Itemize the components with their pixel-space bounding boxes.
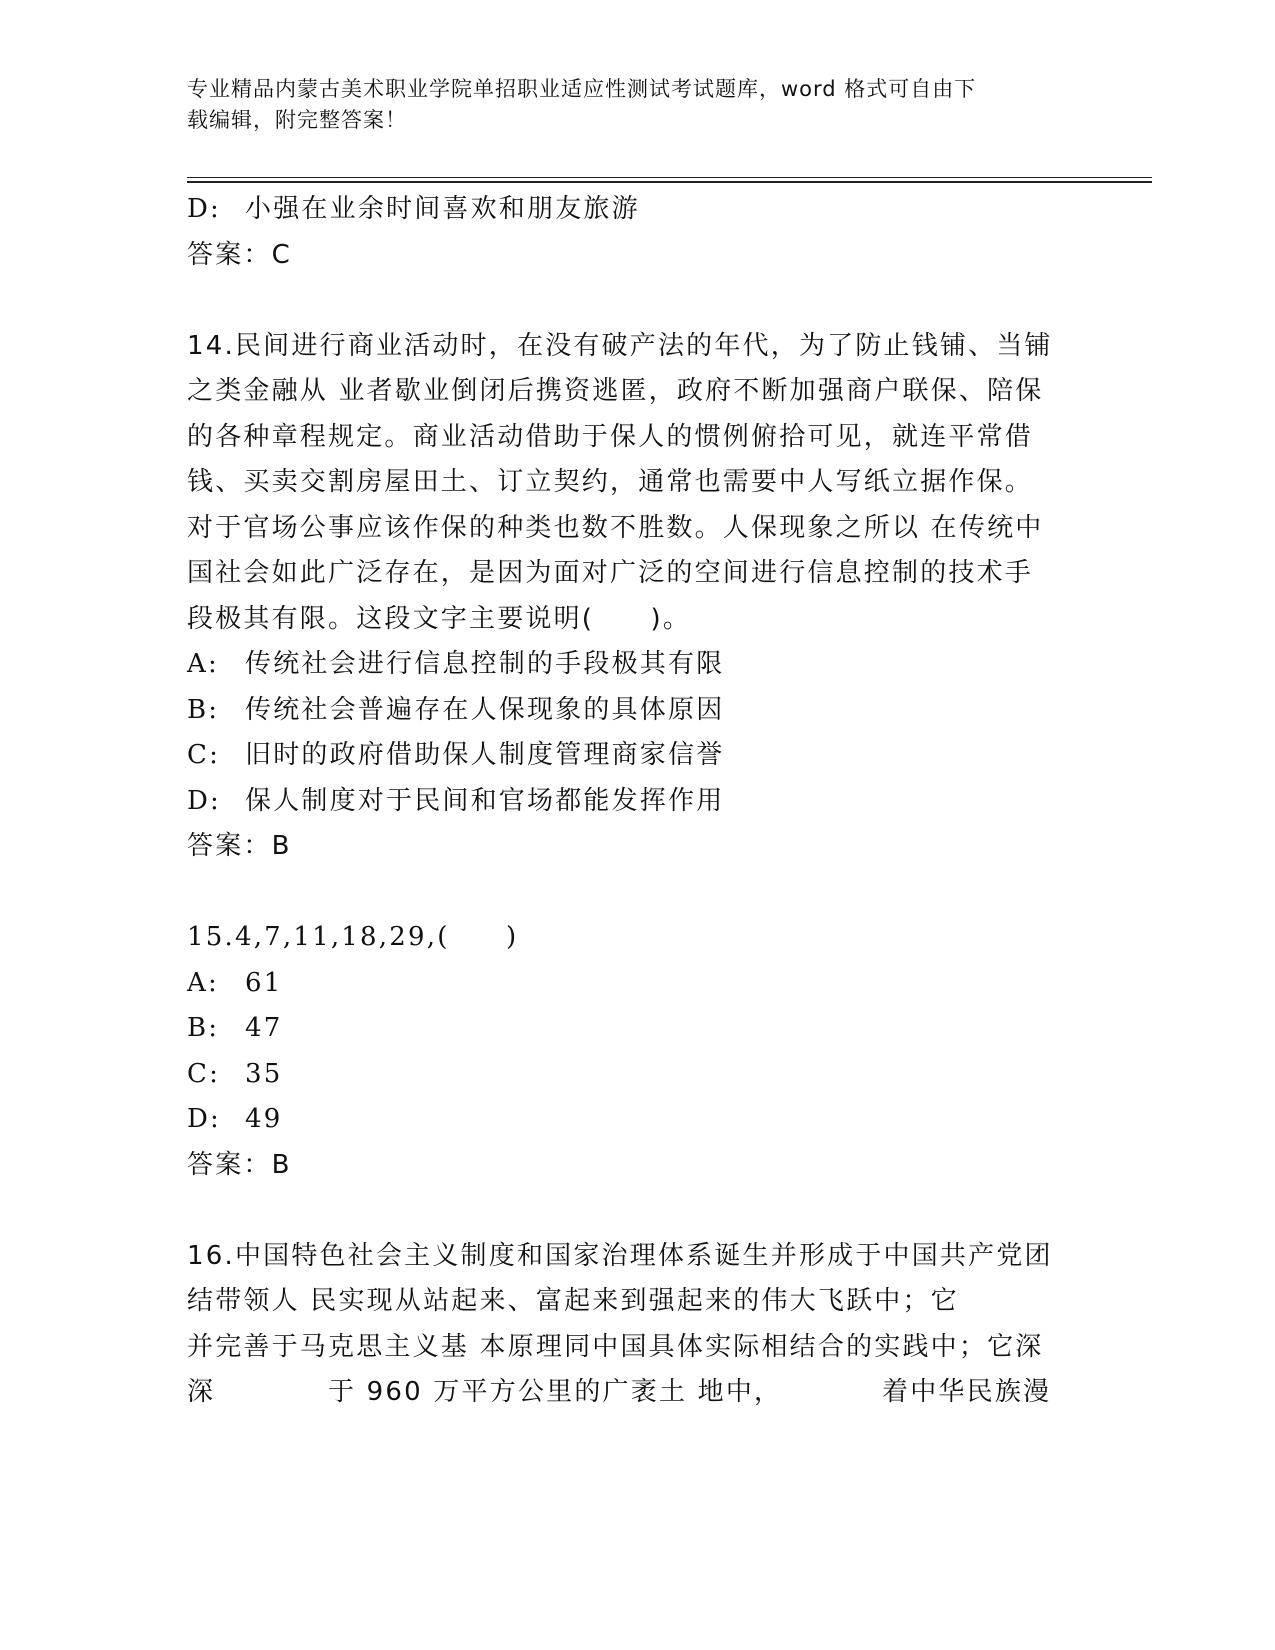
question-line: 的各种章程规定。商业活动借助于保人的惯例俯拾可见，就连平常借 [187, 421, 1034, 452]
spacer [187, 1188, 1067, 1234]
option-text: 传统社会进行信息控制的手段极其有限 [245, 649, 725, 679]
option-key: B: [187, 1013, 220, 1043]
option-b [187, 1006, 1067, 1052]
option-key: A: [187, 649, 219, 679]
header-line-1: 专业精品内蒙古美术职业学院单招职业适应性测试考试题库，word 格式可自由下 [187, 77, 977, 101]
option-key: C: [187, 740, 221, 770]
option-key: D: [187, 785, 222, 816]
question-16 [187, 1234, 1067, 1416]
option-text: 49 [245, 1104, 283, 1134]
option-text: 47 [245, 1013, 283, 1043]
question-line: 之类金融从 业者歇业倒闭后携资逃匿，政府不断加强商户联保、陪保 [187, 376, 1044, 406]
question-line: 结带领人 民实现从站起来、富起来到强起来的伟大飞跃中；它 [187, 1286, 959, 1316]
option-c [187, 733, 1067, 779]
spacer [187, 278, 1067, 324]
option-d [187, 187, 1067, 233]
spacer [187, 870, 1067, 916]
answer-line: 答案：B [187, 831, 292, 861]
option-key: D: [187, 1104, 222, 1134]
option-text: 保人制度对于民间和官场都能发挥作用 [245, 785, 725, 816]
question-15 [187, 915, 1067, 1188]
option-key: D: [187, 194, 222, 224]
question-14 [187, 324, 1067, 870]
option-text: 小强在业余时间喜欢和朋友旅游 [245, 194, 640, 224]
question-line: 16.中国特色社会主义制度和国家治理体系诞生并形成于中国共产党团 [187, 1240, 1053, 1271]
header-rule-thick [187, 181, 1152, 183]
header-rule-thin [187, 177, 1152, 178]
option-text: 61 [245, 967, 283, 998]
answer-line: 答案：C [187, 239, 292, 270]
question-line: 深 于 960 万平方公里的广袤土 地中， 着中华民族漫 [187, 1377, 1052, 1407]
page-header [187, 74, 1067, 136]
question-line: 钱、买卖交割房屋田土、订立契约，通常也需要中人写纸立据作保。 [187, 467, 1034, 497]
question-line: 14.民间进行商业活动时，在没有破产法的年代，为了防止钱铺、当铺 [187, 330, 1053, 361]
question-line: 对于官场公事应该作保的种类也数不胜数。人保现象之所以 在传统中 [187, 512, 1044, 543]
question-line: 15.4,7,11,18,29,( ) [187, 922, 519, 952]
question-line: 段极其有限。这段文字主要说明( )。 [187, 603, 692, 634]
option-d [187, 1097, 1067, 1143]
option-key: C: [187, 1058, 221, 1089]
option-d [187, 779, 1067, 825]
option-a [187, 961, 1067, 1007]
option-key: A: [187, 967, 219, 998]
option-text: 旧时的政府借助保人制度管理商家信誉 [245, 740, 725, 770]
question-line: 并完善于马克思主义基 本原理同中国具体实际相结合的实践中；它深 [187, 1331, 1044, 1362]
option-c [187, 1052, 1067, 1098]
header-line-2: 载编辑，附完整答案！ [187, 108, 407, 132]
questions-body [187, 187, 1067, 1416]
question-line: 国社会如此广泛存在，是因为面对广泛的空间进行信息控制的技术手 [187, 558, 1034, 588]
option-text: 传统社会普遍存在人保现象的具体原因 [245, 694, 725, 725]
option-b [187, 688, 1067, 734]
option-key: B: [187, 694, 220, 725]
answer-line: 答案：B [187, 1149, 292, 1180]
option-a [187, 642, 1067, 688]
option-text: 35 [245, 1058, 283, 1089]
